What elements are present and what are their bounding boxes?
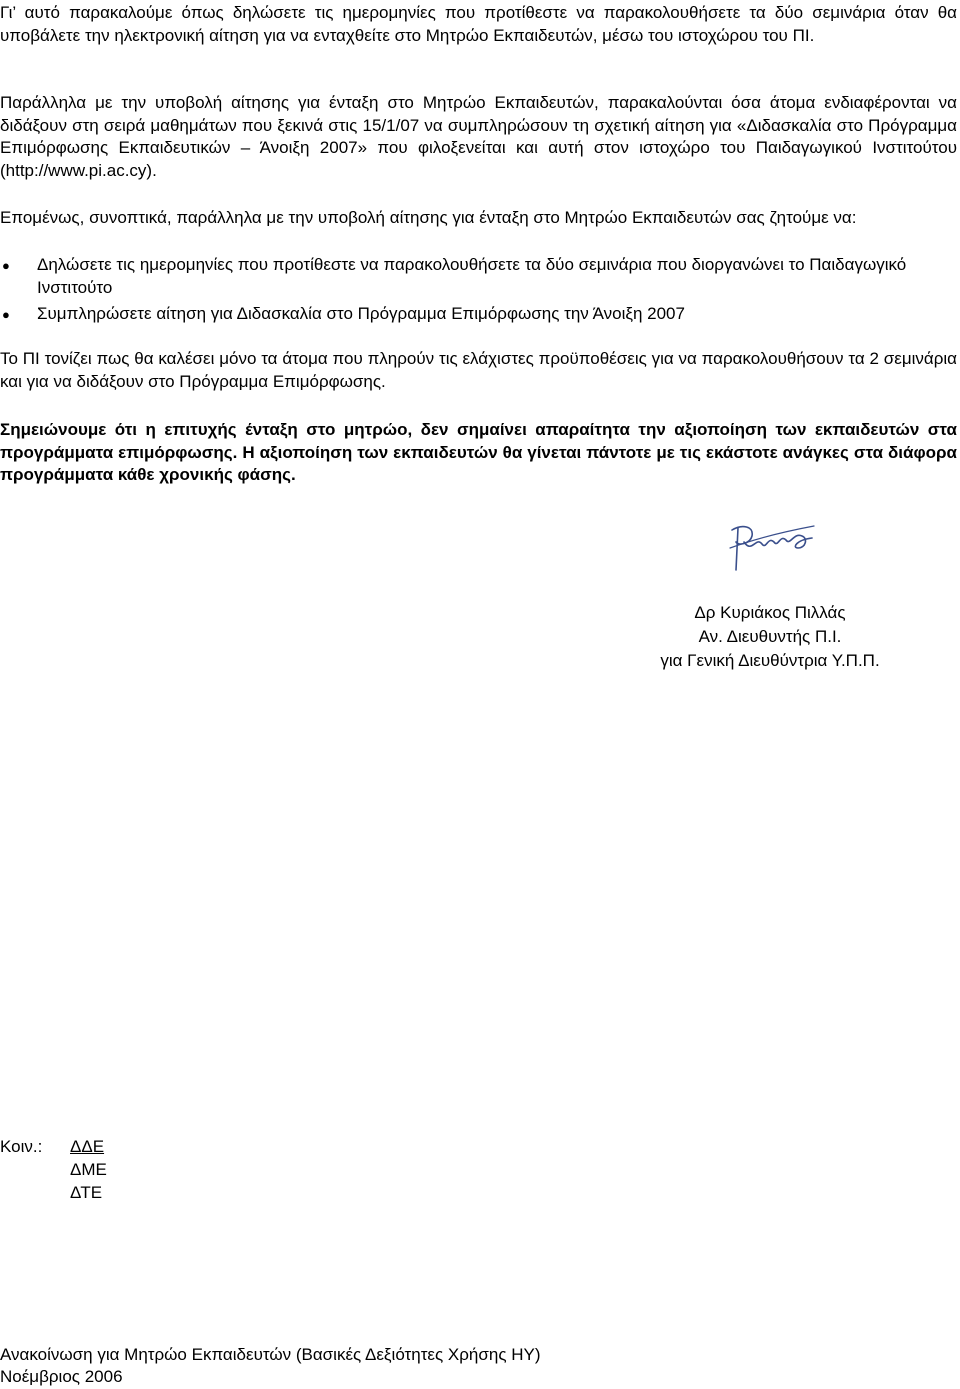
footer-date: Νοέμβριος 2006 <box>0 1367 123 1386</box>
cc-label: Κοιν.: <box>0 1137 43 1156</box>
paragraph-summary-intro: Επομένως, συνοπτικά, παράλληλα με την υποβολή αίτησης για ένταξη στο Μητρώο Εκπαιδευτών σας ζητούμε να: <box>0 208 857 227</box>
paragraph-seminar-dates: Γι’ αυτό παρακαλούμε όπως δηλώσετε τις ημερομηνίες που προτίθεστε να παρακολουθήσετε τα δύο σεμινάρια όταν θα υποβάλετε την ηλεκτρονική αίτηση για να ενταχθείτε στο Μητρώο Εκπαιδευτών, μέσω του ιστοχώρου του ΠΙ. <box>0 3 957 45</box>
list-item <box>0 254 957 299</box>
paragraph-teaching-application: Παράλληλα με την υποβολή αίτησης για ένταξη στο Μητρώο Εκπαιδευτών, παρακαλούνται όσα άτομα ενδιαφέρονται να διδάξουν στη σειρά μαθημάτων που ξεκινά στις 15/1/07 να συμπληρώσουν τη σχετική αίτηση για «Διδασκαλία στο Πρόγραμμα Επιμόρφωσης Εκπαιδευτικών – Άνοιξη 2007» που φιλοξενείται και αυτή στον ιστοχώρο του Παιδαγωγικού Ινστιτούτου (http://www.pi.ac.cy). <box>0 93 957 180</box>
list-item-text: Δηλώσετε τις ημερομηνίες που προτίθεστε να παρακολουθήσετε τα δύο σεμινάρια που διοργανώνει το Παιδαγωγικό Ινστιτούτο <box>37 255 907 297</box>
cc-recipient: ΔΜΕ <box>70 1160 107 1179</box>
list-item <box>0 303 957 326</box>
footer-title: Ανακοίνωση για Μητρώο Εκπαιδευτών (Βασικές Δεξιότητες Χρήσης ΗΥ) <box>0 1345 541 1364</box>
bullet-icon: ● <box>2 258 10 273</box>
bullet-icon: ● <box>2 307 10 322</box>
request-list <box>0 254 957 330</box>
cc-recipient: ΔΤΕ <box>70 1183 103 1202</box>
signer-name: Δρ Κυριάκος Πιλλάς <box>694 603 846 622</box>
cc-list <box>70 1136 107 1205</box>
paragraph-important-note: Σημειώνουμε ότι η επιτυχής ένταξη στο μητρώο, δεν σημαίνει απαραίτητα την αξιοποίηση των εκπαιδευτών στα προγράμματα επιμόρφωσης. Η αξιοποίηση των εκπαιδευτών θα γίνεται πάντοτε με τις εκάστοτε ανάγκες στα διάφορα προγράμματα κάθε χρονικής φάσης. <box>0 420 957 484</box>
signer-title: Αν. Διευθυντής Π.Ι. <box>698 627 842 646</box>
signer-on-behalf: για Γενική Διευθύντρια Υ.Π.Π. <box>660 651 880 670</box>
cc-recipient: ΔΔΕ <box>70 1137 105 1156</box>
handwritten-signature <box>722 518 818 578</box>
paragraph-selection-note: Το ΠΙ τονίζει πως θα καλέσει μόνο τα άτομα που πληρούν τις ελάχιστες προϋποθέσεις για να παρακολουθήσουν τα 2 σεμινάρια και για να διδάξουν στο Πρόγραμμα Επιμόρφωσης. <box>0 349 957 391</box>
page-footer <box>0 1344 541 1388</box>
list-item-text: Συμπληρώσετε αίτηση για Διδασκαλία στο Πρόγραμμα Επιμόρφωσης την Άνοιξη 2007 <box>37 304 685 323</box>
